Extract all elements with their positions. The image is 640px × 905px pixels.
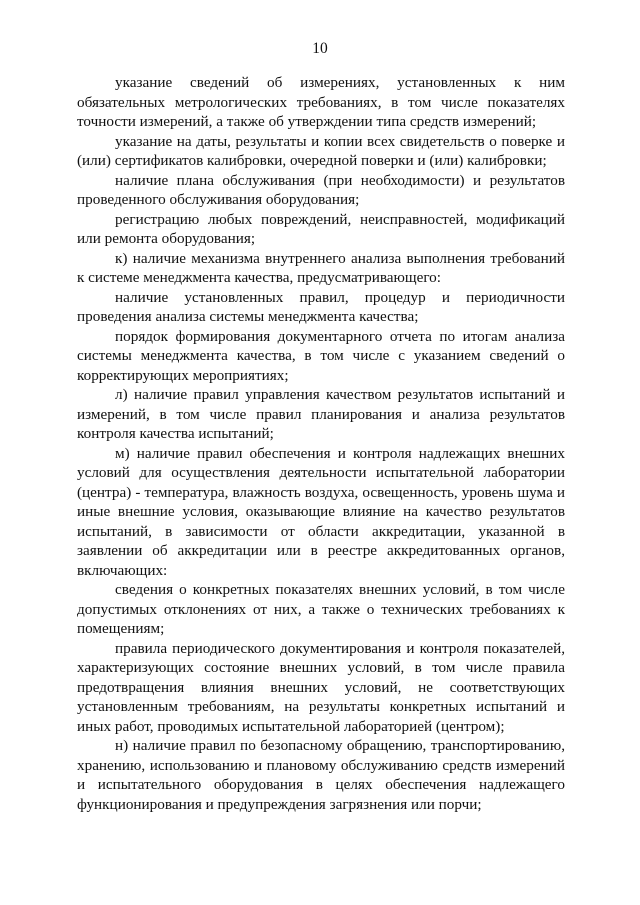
paragraph-item-l: л) наличие правил управления качеством результатов испытаний и измерений, в том числе правил планирования и анализа результатов контроля качества испытаний; <box>77 386 565 442</box>
page-number: 10 <box>312 40 328 57</box>
paragraph-damage-registration: регистрацию любых повреждений, неисправностей, модификаций или ремонта оборудования; <box>77 210 565 247</box>
paragraph-item-n: н) наличие правил по безопасному обращению, транспортированию, хранению, использованию и плановому обслуживанию средств измерений и испытательного оборудования в целях обеспечения надлежащего функционирования и предупреждения загрязнения или порчи; <box>77 737 565 813</box>
paragraph-analysis-rules: наличие установленных правил, процедур и периодичности проведения анализа системы менеджмента качества; <box>77 288 565 325</box>
paragraph-report-procedure: порядок формирования документарного отчета по итогам анализа системы менеджмента качества, в том числе с указанием сведений о корректирующих мероприятиях; <box>77 327 565 384</box>
paragraph-external-conditions: сведения о конкретных показателях внешних условий, в том числе допустимых отклонениях от них, а также о технических требованиях к помещениям; <box>77 581 565 637</box>
paragraph-item-k: к) наличие механизма внутреннего анализа выполнения требований к системе менеджмента качества, предусматривающего: <box>77 249 565 286</box>
document-body <box>77 73 565 814</box>
paragraph-maintenance-plan: наличие плана обслуживания (при необходимости) и результатов проведенного обслуживания оборудования; <box>77 171 565 208</box>
paragraph-verification-dates: указание на даты, результаты и копии всех свидетельств о поверке и (или) сертификатов калибровки, очередной поверки и (или) калибровки; <box>77 132 565 169</box>
paragraph-item-m: м) наличие правил обеспечения и контроля надлежащих внешних условий для осуществления деятельности испытательной лаборатории (центра) - температура, влажность воздуха, освещенность, уровень шума и иные внешние условия, оказывающие влияние на качество результатов испытаний, в зависимости от области аккредитации, указанной в заявлении об аккредитации или в реестре аккредитованных органов, включающих: <box>77 444 565 579</box>
paragraph-measurements-info: указание сведений об измерениях, установленных к ним обязательных метрологических требованиях, в том числе показателях точности измерений, а также об утверждении типа средств измерений; <box>77 74 565 130</box>
paragraph-periodic-documentation: правила периодического документирования и контроля показателей, характеризующих состояние внешних условий, в том числе правила предотвращения влияния внешних условий, не соответствующих установленным требованиям, на результаты конкретных испытаний и иных работ, проводимых испытательной лабораторией (центром); <box>77 639 565 735</box>
